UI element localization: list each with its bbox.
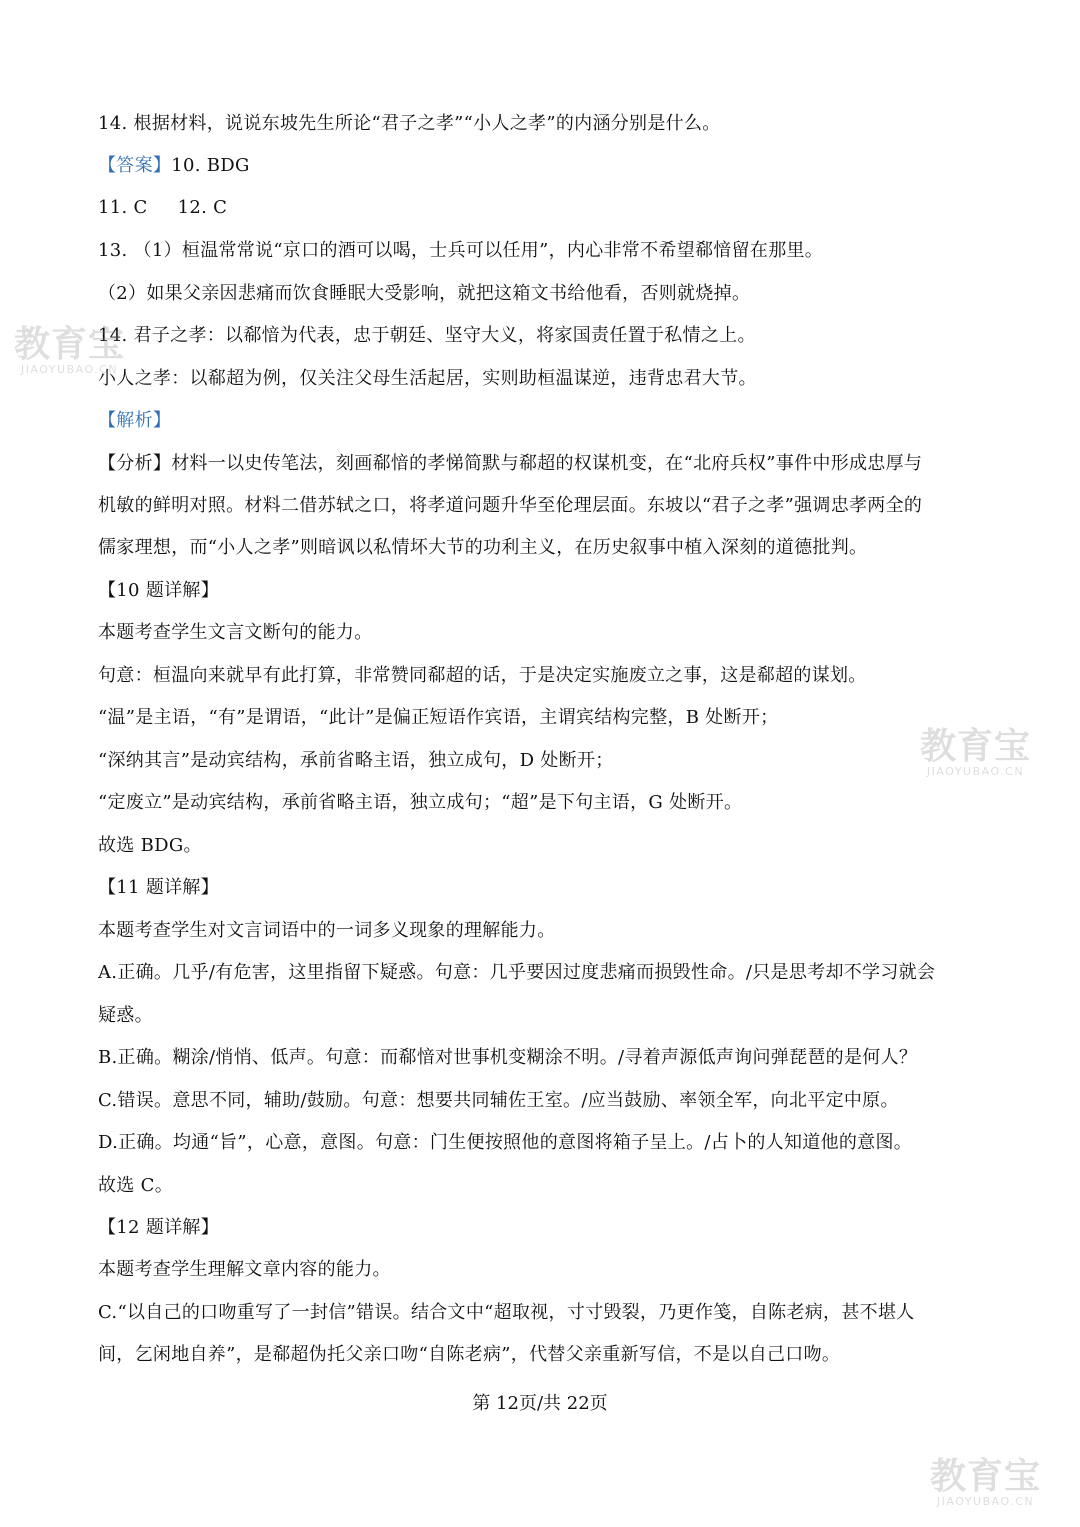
q12-line-1: 本题考查学生理解文章内容的能力。 bbox=[98, 1259, 391, 1280]
q11-line-7: 故选 C。 bbox=[98, 1175, 173, 1196]
answer-13-1: 13. （1）桓温常常说“京口的酒可以喝，士兵可以任用”，内心非常不希望郗愔留在那里。 bbox=[98, 240, 824, 261]
analysis-label: 【解析】 bbox=[98, 410, 172, 431]
analysis-para-1: 【分析】材料一以史传笔法，刻画郗愔的孝悌简默与郗超的权谋机变，在“北府兵权”事件中形成忠厚与 bbox=[98, 453, 923, 474]
q11-line-5: C.错误。意思不同，辅助/鼓励。句意：想要共同辅佐王室。/应当鼓励、率领全军，向北平定中原。 bbox=[98, 1090, 899, 1111]
q10-line-6: 故选 BDG。 bbox=[98, 835, 202, 856]
answer-line: 【答案】10. BDG bbox=[98, 155, 250, 176]
q11-line-1: 本题考查学生对文言词语中的一词多义现象的理解能力。 bbox=[98, 920, 556, 941]
analysis-para-3: 儒家理想，而“小人之孝”则暗讽以私情坏大节的功利主义，在历史叙事中植入深刻的道德批判。 bbox=[98, 537, 868, 558]
page-footer: 第 12页/共 22页 bbox=[472, 1393, 608, 1414]
watermark-logo-bottom: 教育宝 JIAOYUBAO.CN bbox=[930, 1456, 1042, 1508]
q10-line-3: “温”是主语，“有”是谓语，“此计”是偏正短语作宾语，主谓宾结构完整，B 处断开； bbox=[98, 707, 779, 728]
analysis-para-2: 机敏的鲜明对照。材料二借苏轼之口，将孝道问题升华至伦理层面。东坡以“君子之孝”强调忠孝两全的 bbox=[98, 495, 923, 516]
q12-line-2: C.“以自己的口吻重写了一封信”错误。结合文中“超取视，寸寸毁裂，乃更作笺，自陈老病，甚不堪人 bbox=[98, 1302, 915, 1323]
answer-14-b: 小人之孝：以郗超为例，仅关注父母生活起居，实则助桓温谋逆，违背忠君大节。 bbox=[98, 368, 757, 389]
heading-q11: 【11 题详解】 bbox=[98, 877, 220, 898]
answer-14-a: 14. 君子之孝：以郗愔为代表，忠于朝廷、坚守大义，将家国责任置于私情之上。 bbox=[98, 325, 756, 346]
q11-line-2: A.正确。几乎/有危害，这里指留下疑惑。句意：几乎要因过度悲痛而损毁性命。/只是思考却不学习就会 bbox=[98, 962, 936, 983]
heading-q12: 【12 题详解】 bbox=[98, 1217, 220, 1238]
q12-line-3: 间，乞闲地自养”，是郗超伪托父亲口吻“自陈老病”，代替父亲重新写信，不是以自己口吻。 bbox=[98, 1344, 841, 1365]
watermark-logo-left: 教育宝 JIAOYUBAO.CN bbox=[14, 324, 126, 376]
answer-label: 【答案】 bbox=[98, 155, 172, 176]
watermark-logo-right: 教育宝 JIAOYUBAO.CN bbox=[920, 726, 1032, 778]
q11-line-3: 疑惑。 bbox=[98, 1005, 153, 1026]
answer-11-12: 11. C 12. C bbox=[98, 197, 228, 218]
q11-line-6: D.正确。均通“旨”，心意，意图。句意：门生便按照他的意图将箱子呈上。/占卜的人知道他的意图。 bbox=[98, 1132, 913, 1153]
q10-line-4: “深纳其言”是动宾结构，承前省略主语，独立成句，D 处断开； bbox=[98, 750, 614, 771]
q10-line-5: “定废立”是动宾结构，承前省略主语，独立成句；“超”是下句主语，G 处断开。 bbox=[98, 792, 743, 813]
q10-line-2: 句意：桓温向来就早有此打算，非常赞同郗超的话，于是决定实施废立之事，这是郗超的谋划。 bbox=[98, 665, 867, 686]
answer-13-2: （2）如果父亲因悲痛而饮食睡眠大受影响，就把这箱文书给他看，否则就烧掉。 bbox=[98, 283, 751, 304]
question-14: 14. 根据材料，说说东坡先生所论“君子之孝”“小人之孝”的内涵分别是什么。 bbox=[98, 113, 721, 134]
q11-line-4: B.正确。糊涂/悄悄、低声。句意：而郗愔对世事机变糊涂不明。/寻着声源低声询问弹琵琶的是何人？ bbox=[98, 1047, 918, 1068]
q10-line-1: 本题考查学生文言文断句的能力。 bbox=[98, 622, 373, 643]
heading-q10: 【10 题详解】 bbox=[98, 580, 220, 601]
